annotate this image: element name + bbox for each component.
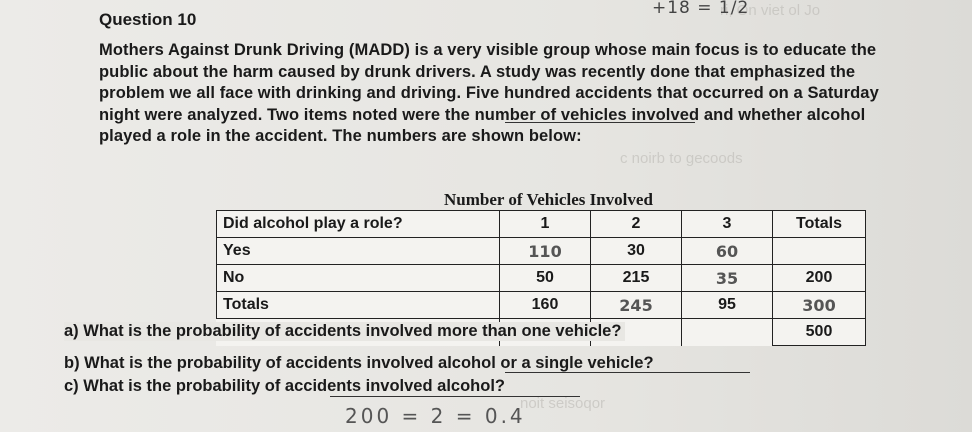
table-cell: 245 [591, 292, 682, 319]
row-label: No [217, 265, 500, 292]
table-row [217, 265, 866, 292]
bleed-through-text: noit seisoqor [520, 395, 606, 412]
table-caption: Number of Vehicles Involved [444, 190, 653, 209]
header-cell: 2 [591, 211, 682, 238]
table-cell: 35 [682, 265, 773, 292]
header-cell: Did alcohol play a role? [217, 211, 500, 238]
table-row [217, 292, 866, 319]
header-cell: Totals [773, 211, 866, 238]
table-cell: 200 [773, 265, 866, 292]
table-cell: 300 [773, 292, 866, 319]
handwritten-work: 200 = 2 = 0.4 [345, 404, 526, 428]
paragraph-line: Mothers Against Drunk Driving (MADD) is a very visible group whose main focus is to educate the [99, 41, 877, 59]
bleed-through-text: ri, On viet ol Jo [720, 2, 821, 19]
table-cell: 95 [682, 292, 773, 319]
paragraph-line: night were analyzed. Two items noted were the number of vehicles involved and whether alcohol [99, 105, 866, 124]
paragraph-line: problem we all face with drinking and driving. Five hundred accidents that occurred on a Saturday [99, 84, 879, 102]
row-label: Yes [217, 238, 500, 265]
question-c: c) What is the probability of accidents involved alcohol? [64, 377, 505, 395]
table-header-row [217, 211, 866, 238]
paragraph-line: played a role in the accident. The numbers are shown below: [99, 127, 582, 145]
header-cell: 1 [500, 211, 591, 238]
bleed-through-text: c noirb to gecoods [620, 150, 743, 167]
table-cell: 30 [591, 238, 682, 265]
paragraph-line: public about the harm caused by drunk drivers. A study was recently done that emphasized the [99, 62, 856, 81]
table-cell: 215 [591, 265, 682, 292]
table-row [217, 238, 866, 265]
table-cell: 500 [773, 319, 866, 346]
pen-underline [505, 122, 695, 123]
header-cell: 3 [682, 211, 773, 238]
question-a: a) What is the probability of accidents involved more than one vehicle? [64, 322, 625, 341]
row-label: Totals [217, 292, 500, 319]
table-cell [682, 319, 773, 346]
question-b: b) What is the probability of accidents involved alcohol or a single vehicle? [64, 354, 654, 372]
table-cell: 50 [500, 265, 591, 292]
question-title: Question 10 [99, 10, 197, 29]
table-cell: 110 [500, 238, 591, 265]
table-cell: 60 [682, 238, 773, 265]
handwritten-note: +18 = 1/2 [652, 0, 750, 18]
table-cell: 160 [500, 292, 591, 319]
problem-paragraph [99, 40, 959, 148]
table-cell [773, 238, 866, 265]
pen-underline [330, 396, 580, 397]
